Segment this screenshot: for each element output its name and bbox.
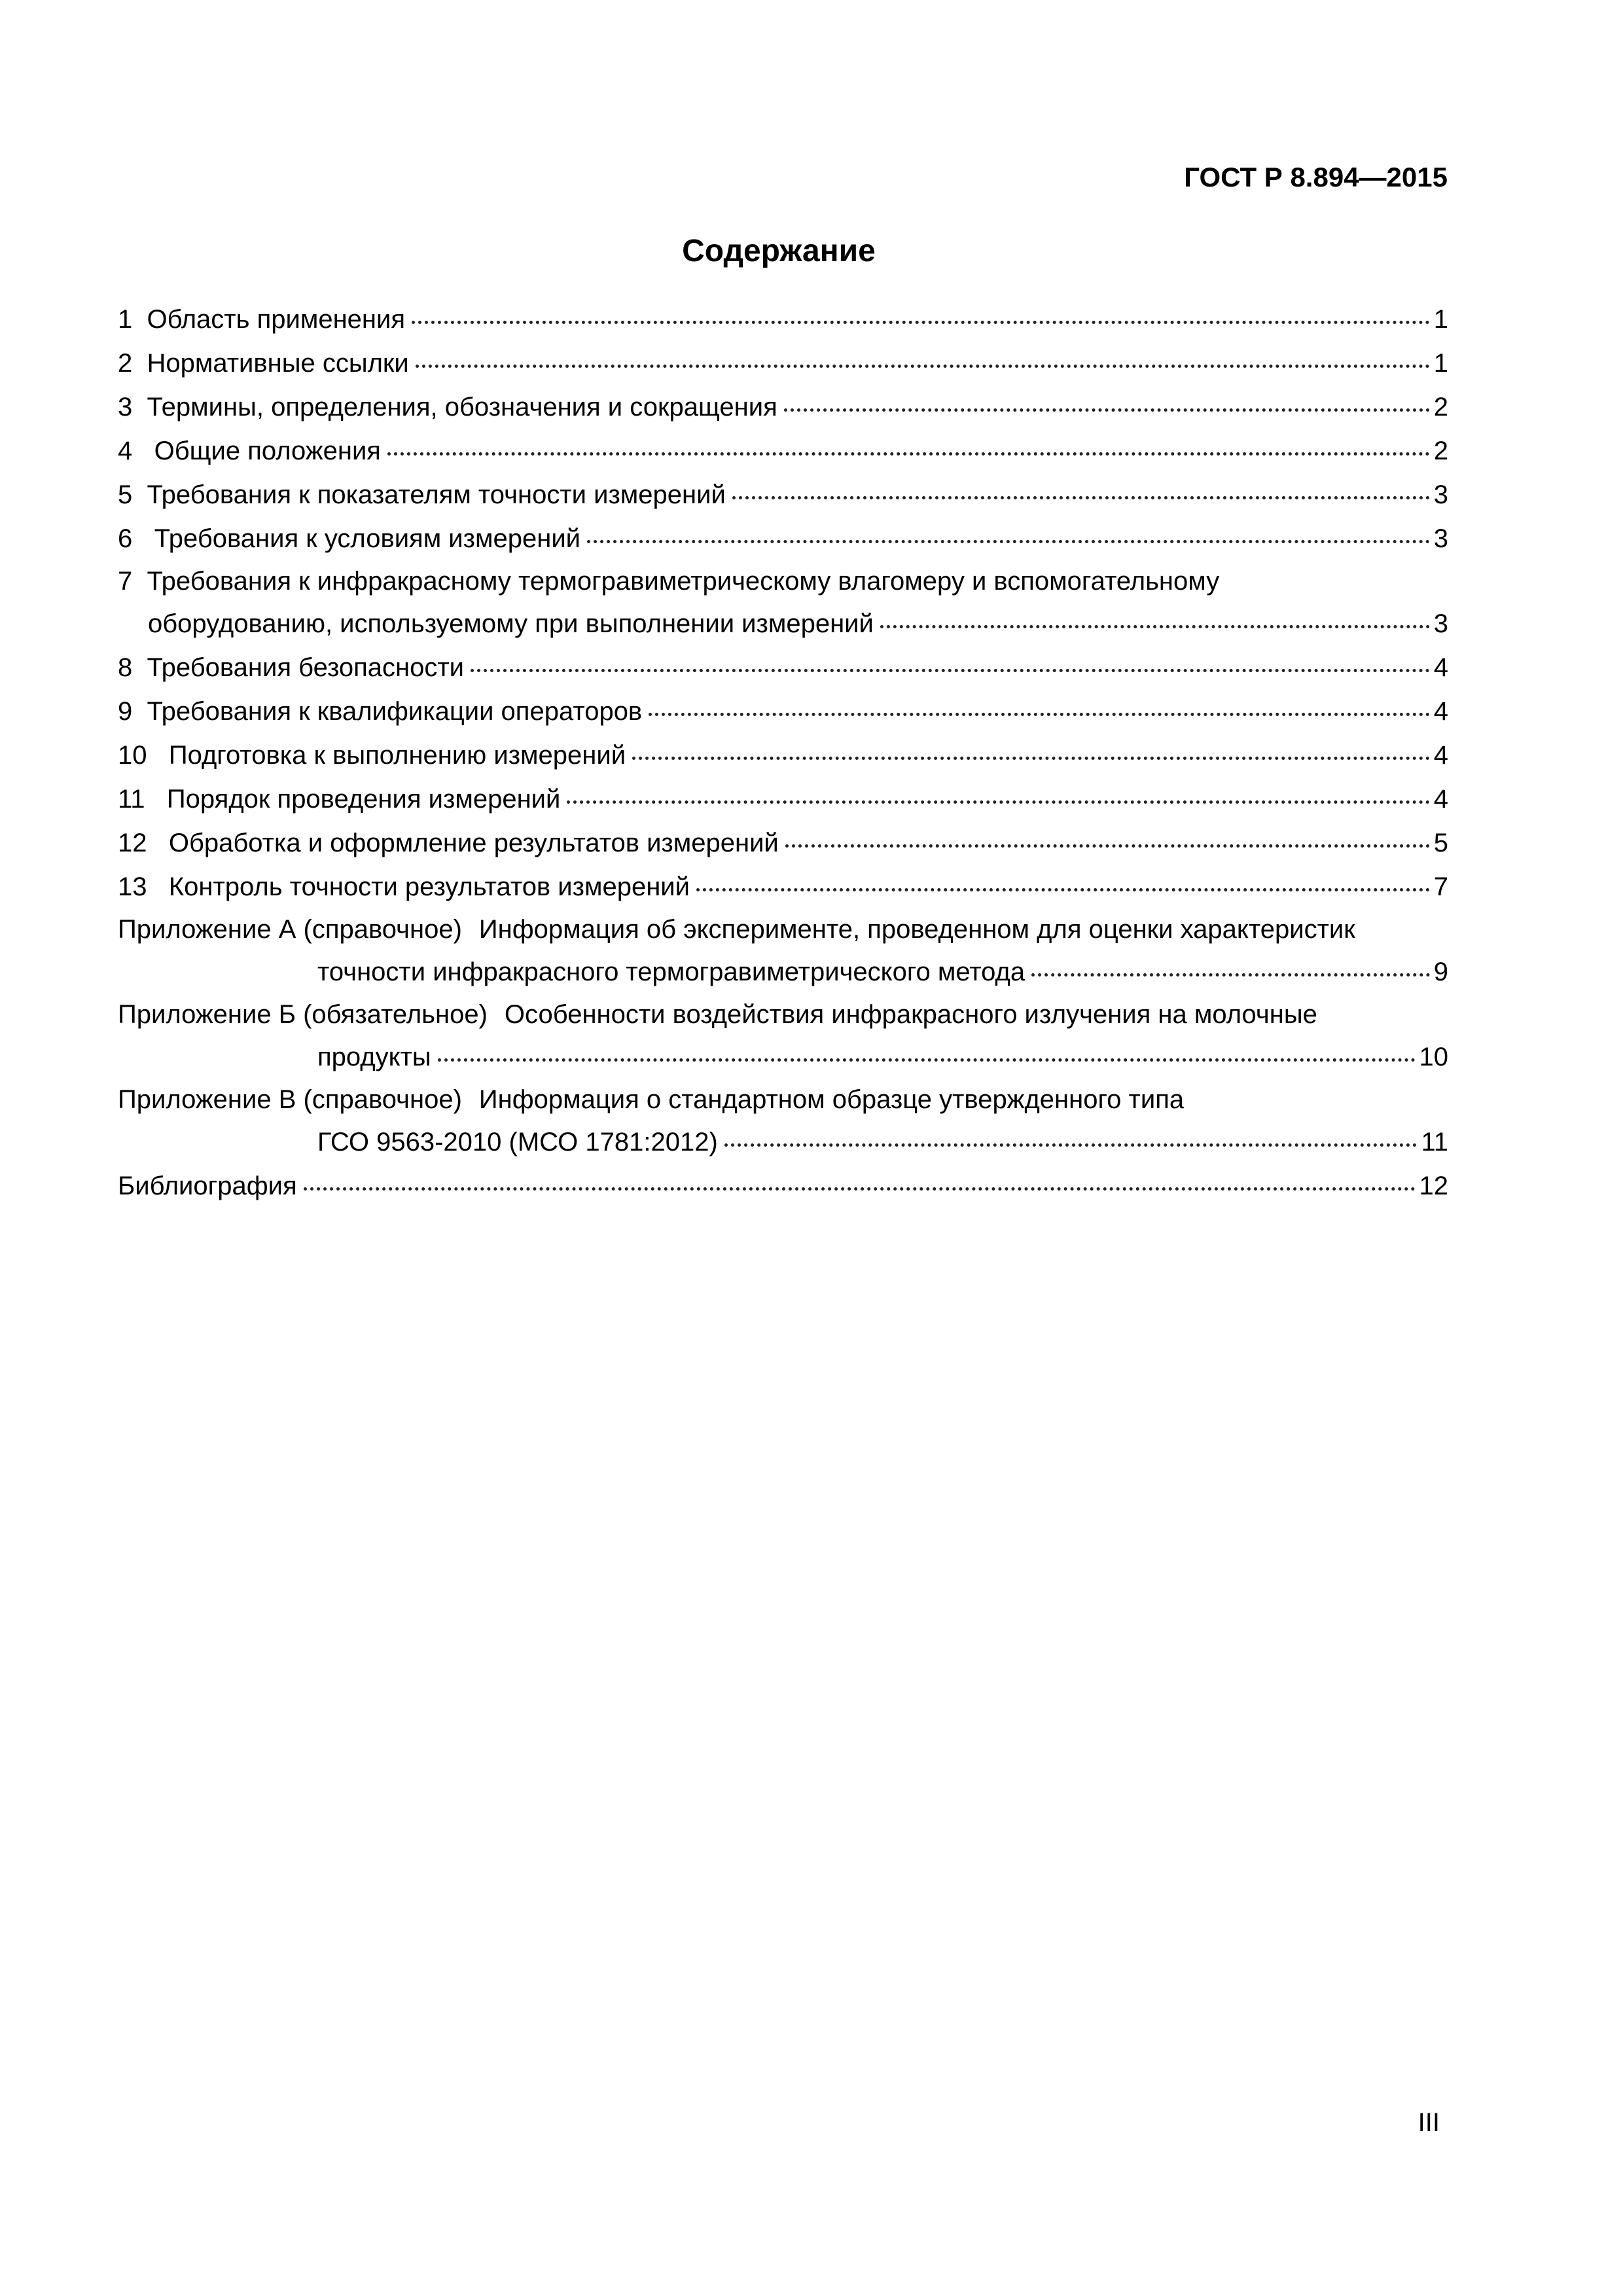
toc-entry-page: 7 [1433, 872, 1448, 901]
toc-entry-page: 1 [1433, 305, 1448, 334]
toc-entry-6[interactable] [118, 517, 1448, 561]
toc-entry-11[interactable] [118, 778, 1448, 821]
toc-entry-page: 2 [1433, 393, 1448, 422]
annex-title: Особенности воздействия инфракрасного излучения на молочные [504, 1000, 1317, 1029]
toc-entry-1[interactable] [118, 298, 1448, 342]
toc-entry-page: 4 [1433, 697, 1448, 726]
dot-leader [471, 669, 1430, 672]
toc-annex-v[interactable] [118, 1079, 1448, 1164]
toc-entry-number: 13 [118, 872, 147, 901]
toc-entry-page: 4 [1433, 653, 1448, 682]
page-number: III [1418, 2108, 1440, 2137]
toc-bibliography[interactable] [118, 1164, 1448, 1208]
toc-entry-title: Область применения [147, 305, 405, 334]
annex-title: Информация об эксперименте, проведенном для оценки характеристик [478, 915, 1355, 944]
dot-leader [438, 1058, 1416, 1062]
toc-entry-title: Требования к показателям точности измерений [147, 480, 726, 509]
dot-leader [732, 496, 1430, 499]
toc-entry-9[interactable] [118, 690, 1448, 734]
toc-entry-page: 2 [1433, 437, 1448, 465]
annex-label: Приложение Б (обязательное) [118, 1000, 488, 1029]
toc-entry-3[interactable] [118, 386, 1448, 429]
toc-entry-title: Подготовка к выполнению измерений [168, 741, 626, 770]
toc-entry-page: 5 [1433, 829, 1448, 857]
toc-entry-page: 1 [1433, 349, 1448, 378]
toc-entry-13[interactable] [118, 865, 1448, 909]
toc-entry-number: 3 [118, 393, 133, 422]
dot-leader [304, 1187, 1416, 1191]
toc-entry-number: 4 [118, 437, 133, 465]
toc-entry-12[interactable] [118, 821, 1448, 865]
toc-entry-title: Требования безопасности [147, 653, 464, 682]
dot-leader [416, 365, 1430, 368]
toc-entry-page: 10 [1419, 1043, 1448, 1071]
toc-entry-8[interactable] [118, 646, 1448, 690]
toc-entry-2[interactable] [118, 342, 1448, 386]
table-of-contents [118, 298, 1448, 1208]
toc-entry-page: 3 [1433, 524, 1448, 553]
toc-entry-title-continued: оборудованию, используемому при выполнении измерений [148, 609, 874, 638]
dot-leader [696, 888, 1430, 891]
toc-entry-title: Требования к инфракрасному термогравиметрическому влагомеру и вспомогательному [147, 567, 1220, 596]
toc-entry-number: 8 [118, 653, 133, 682]
dot-leader [724, 1143, 1418, 1147]
annex-title: Информация о стандартном образце утвержденного типа [478, 1085, 1185, 1114]
toc-entry-number: 10 [118, 741, 147, 770]
toc-entry-10[interactable] [118, 734, 1448, 778]
toc-entry-number: 7 [118, 567, 133, 596]
toc-entry-title: Нормативные ссылки [147, 349, 409, 378]
toc-entry-number: 9 [118, 697, 133, 726]
dot-leader [649, 713, 1430, 716]
toc-entry-title: Общие положения [147, 437, 381, 465]
toc-entry-number: 6 [118, 524, 133, 553]
dot-leader [632, 757, 1430, 760]
toc-entry-number: 1 [118, 305, 133, 334]
dot-leader [784, 408, 1430, 412]
toc-entry-number: 5 [118, 480, 133, 509]
dot-leader [587, 540, 1430, 543]
toc-annex-a[interactable] [118, 909, 1448, 994]
toc-title: Содержание [682, 234, 876, 268]
toc-entry-title: Контроль точности результатов измерений [168, 872, 690, 901]
toc-entry-number: 2 [118, 349, 133, 378]
dot-leader [412, 321, 1430, 324]
toc-entry-title: Термины, определения, обозначения и сокращения [147, 393, 777, 422]
toc-entry-page: 3 [1433, 480, 1448, 509]
annex-title-continued: продукты [317, 1043, 431, 1071]
toc-entry-4[interactable] [118, 429, 1448, 473]
toc-entry-page: 4 [1433, 741, 1448, 770]
toc-entry-7[interactable] [118, 561, 1448, 646]
toc-entry-title: Требования к квалификации операторов [147, 697, 643, 726]
bibliography-title: Библиография [118, 1172, 297, 1200]
document-code: ГОСТ Р 8.894—2015 [1184, 162, 1448, 192]
dot-leader [387, 452, 1430, 456]
dot-leader [1031, 973, 1430, 977]
toc-entry-page: 3 [1433, 609, 1448, 638]
toc-entry-title: Обработка и оформление результатов измерений [168, 829, 779, 857]
toc-entry-page: 11 [1421, 1128, 1448, 1157]
toc-entry-page: 12 [1419, 1172, 1448, 1200]
toc-entry-title: Требования к условиям измерений [147, 524, 581, 553]
annex-label: Приложение В (справочное) [118, 1085, 462, 1114]
dot-leader [785, 844, 1430, 848]
toc-entry-title: Порядок проведения измерений [166, 785, 561, 814]
toc-entry-number: 12 [118, 829, 147, 857]
toc-entry-number: 11 [118, 785, 145, 814]
dot-leader [880, 625, 1430, 628]
toc-entry-page: 9 [1433, 958, 1448, 986]
annex-title-continued: ГСО 9563-2010 (МСО 1781:2012) [317, 1128, 718, 1157]
toc-entry-page: 4 [1433, 785, 1448, 814]
annex-label: Приложение А (справочное) [118, 915, 462, 944]
annex-title-continued: точности инфракрасного термогравиметрического метода [317, 958, 1026, 986]
toc-annex-b[interactable] [118, 994, 1448, 1079]
dot-leader [567, 800, 1429, 804]
toc-entry-5[interactable] [118, 473, 1448, 517]
